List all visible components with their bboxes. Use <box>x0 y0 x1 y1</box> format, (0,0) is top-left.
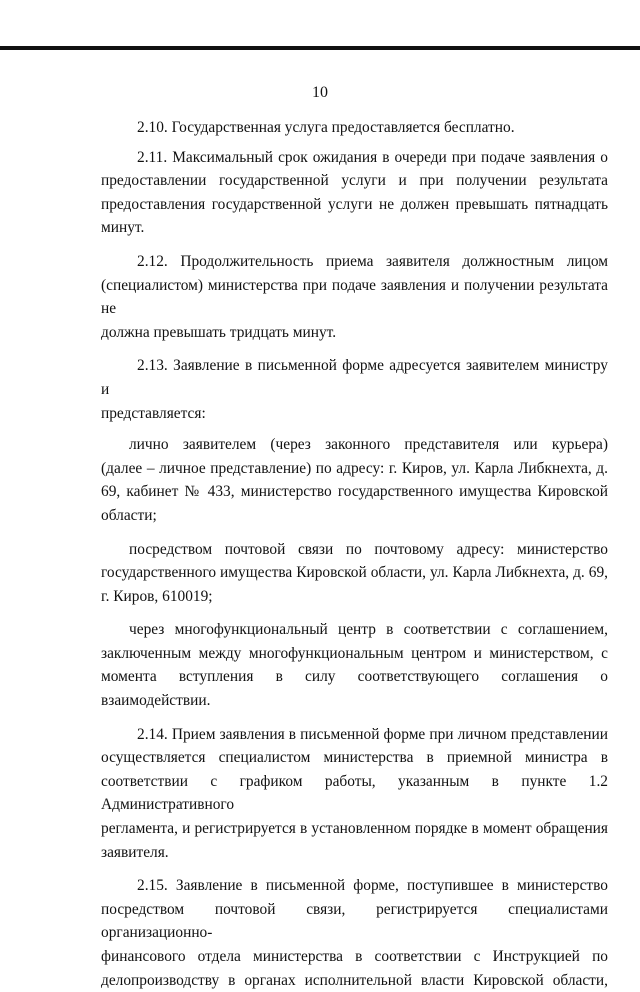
paragraph-2-12 <box>101 250 608 344</box>
text-line: соответствии с графиком работы, указанным в пункте 1.2 Административного <box>101 772 608 814</box>
text-line: регламента, и регистрируется в установленном порядке в момент обращения <box>101 820 608 838</box>
text-line: 2.12. Продолжительность приема заявителя должностным лицом <box>137 252 608 270</box>
paragraph-2-11 <box>101 146 608 240</box>
text-line: области; <box>101 506 157 524</box>
text-line: представляется: <box>101 404 206 422</box>
paragraph-2-13-personal <box>101 433 608 527</box>
text-line: 2.15. Заявление в письменной форме, поступившее в министерство <box>137 877 608 895</box>
text-line: через многофункциональный центр в соответствии с соглашением, <box>129 621 608 639</box>
text-line: финансового отдела министерства в соответствии с Инструкцией по <box>101 948 608 965</box>
paragraph-2-13 <box>101 354 608 425</box>
document-body <box>101 116 608 992</box>
paragraph-2-10 <box>101 116 608 140</box>
text-line: лично заявителем (через законного представителя или курьера) <box>129 436 608 454</box>
text-line: г. Киров, 610019; <box>101 587 213 605</box>
text-line: делопроизводству в органах исполнительной власти Кировской области, <box>101 971 608 989</box>
text-line: момента вступления в силу соответствующего соглашения о взаимодействии. <box>101 668 608 710</box>
text-line: государственного имущества Кировской области, ул. Карла Либкнехта, д. 69, <box>101 564 608 582</box>
text-line: 2.11. Максимальный срок ожидания в очереди при подаче заявления о <box>137 148 608 166</box>
text-line: посредством почтовой связи, регистрируется специалистами организационно- <box>101 900 608 942</box>
text-line: 2.14. Прием заявления в письменной форме при личном представлении <box>137 725 608 743</box>
top-rule <box>0 46 640 50</box>
paragraph-2-15 <box>101 874 608 992</box>
paragraph-2-14 <box>101 723 608 865</box>
text-line: 2.10. Государственная услуга предоставляется бесплатно. <box>137 119 515 136</box>
text-line: 2.13. Заявление в письменной форме адресуется заявителем министру и <box>101 357 608 398</box>
text-line: (далее – личное представление) по адресу: г. Киров, ул. Карла Либкнехта, д. <box>101 459 608 477</box>
text-line: (специалистом) министерства при подаче заявления и получении результата не <box>101 276 608 318</box>
text-line: заключенным между многофункциональным центром и министерством, с <box>101 644 608 662</box>
text-line: 69, кабинет № 433, министерство государственного имущества Кировской <box>101 483 608 501</box>
text-line: заявителя. <box>101 843 169 861</box>
text-line: посредством почтовой связи по почтовому адресу: министерство <box>129 540 608 558</box>
text-line: предоставлении государственной услуги и при получении результата <box>101 172 608 190</box>
text-line: должна превышать тридцать минут. <box>101 323 337 341</box>
paragraph-2-13-mfc <box>101 618 608 712</box>
paragraph-2-13-post <box>101 538 608 609</box>
text-line: осуществляется специалистом министерства в приемной министра в <box>101 749 608 767</box>
text-line: минут. <box>101 219 145 237</box>
text-line: предоставления государственной услуги не должен превышать пятнадцать <box>101 195 608 213</box>
page-number: 10 <box>312 84 328 101</box>
